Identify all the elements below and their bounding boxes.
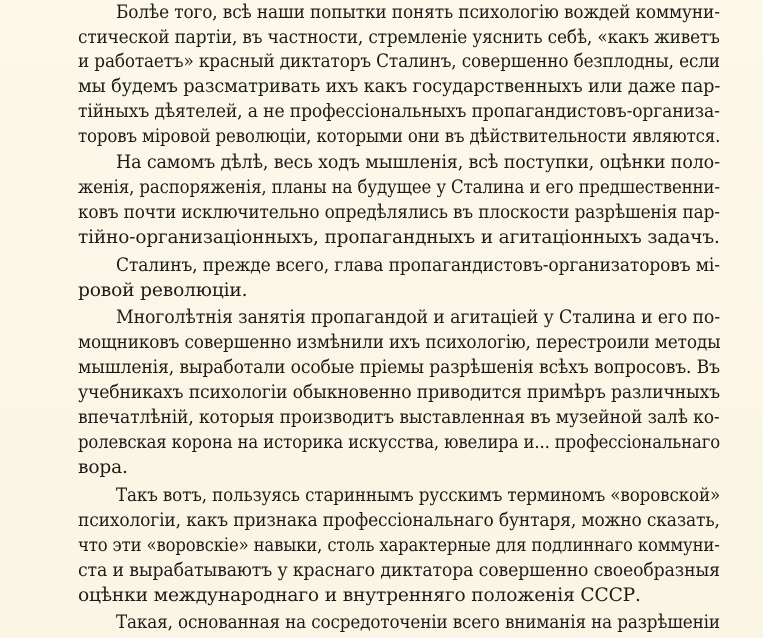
text-line: женія, распоряженія, планы на будущее у Сталина и его предшественни- <box>78 177 720 198</box>
text-line: психологіи, какъ признака профессіональнаго бунтаря, можно сказать, <box>78 510 720 531</box>
text-line: Сталинъ, прежде всего, глава пропагандистовъ-организаторовъ мі- <box>116 255 720 276</box>
text-line: и работаетъ» красный диктаторъ Сталинъ, совершенно безплодны, если <box>78 51 720 72</box>
text-line: ровой революціи. <box>78 280 248 301</box>
text-line: впечатлѣній, которыя производитъ выставленная въ музейной залѣ ко- <box>78 407 720 428</box>
text-line: стической партіи, въ частности, стремленіе уяснить себѣ, «какъ живетъ <box>78 27 720 48</box>
text-line: Многолѣтнія занятія пропагандой и агитаціей у Сталина и его по- <box>116 307 720 328</box>
text-line: ста и вырабатываютъ у краснаго диктатора совершенно своеобразныя <box>78 560 720 581</box>
text-line: мышленія, выработали особые пріемы разрѣшенія всѣхъ вопросовъ. Въ <box>78 357 720 378</box>
text-line: ролевская корона на историка искусства, ювелира и... профессіональнаго <box>78 432 720 453</box>
text-line: вора. <box>78 457 128 478</box>
text-line: Такая, основанная на сосредоточеніи всего вниманія на разрѣшеніи <box>116 612 720 633</box>
text-line: Болѣе того, всѣ наши попытки понять психологію вождей коммуни- <box>116 2 720 23</box>
text-line: тійно-организаціонныхъ, пропагандныхъ и агитаціонныхъ задачъ. <box>78 227 720 248</box>
text-line: что эти «воровскіе» навыки, столь характерные для подлиннаго коммуни- <box>78 535 720 556</box>
text-line: оцѣнки международнаго и внутренняго положенія СССР. <box>78 585 641 606</box>
text-line: учебникахъ психологіи обыкновенно приводится примѣръ различныхъ <box>78 382 721 403</box>
text-line: мы будемъ разсматривать ихъ какъ государственныхъ или даже пар- <box>78 76 721 97</box>
text-line: Такъ вотъ, пользуясь стариннымъ русскимъ терминомъ «воровской» <box>116 485 721 506</box>
text-line: На самомъ дѣлѣ, весь ходъ мышленія, всѣ поступки, оцѣнки поло- <box>116 152 720 173</box>
text-line: тійныхъ дѣятелей, а не профессіональныхъ пропагандистовъ-организа- <box>78 101 720 122</box>
text-line: мощниковъ совершенно измѣнили ихъ психологію, перестроили методы <box>78 332 721 353</box>
text-line: торовъ міровой революціи, которыми они въ дѣйствительности являются. <box>78 126 721 147</box>
text-line: ковъ почти исключительно опредѣлялись въ плоскости разрѣшенія пар- <box>78 202 720 223</box>
